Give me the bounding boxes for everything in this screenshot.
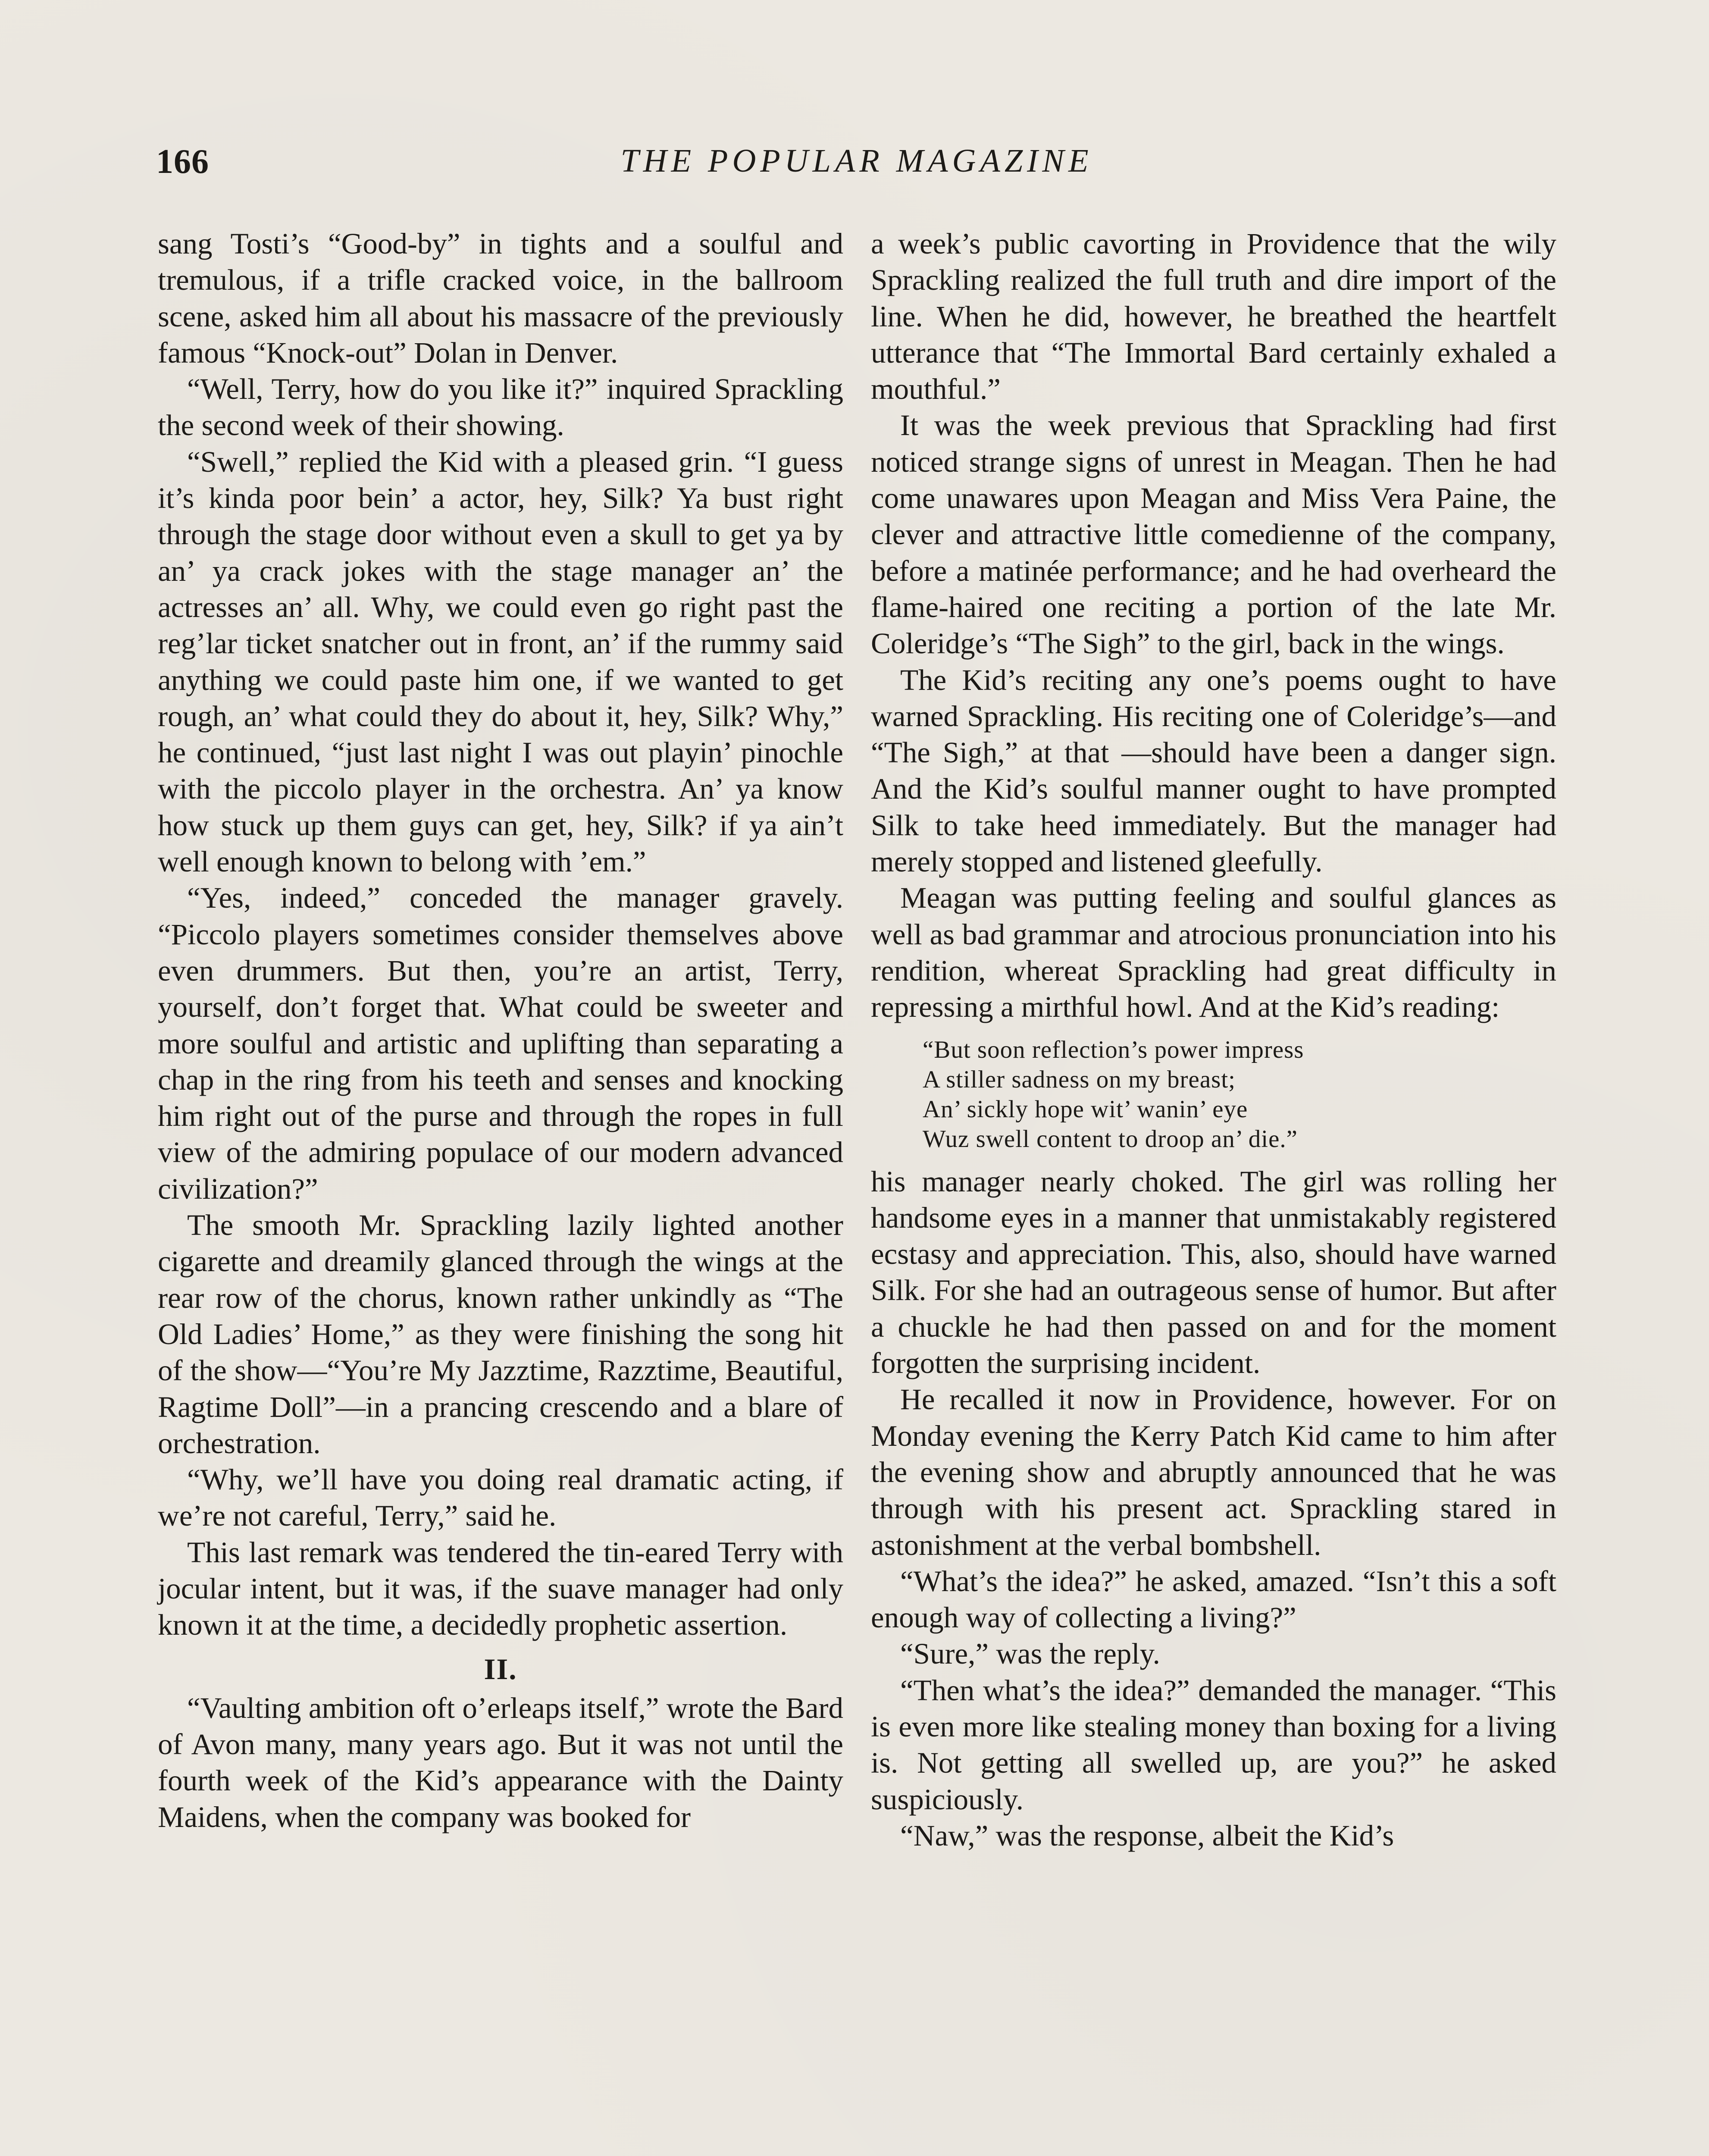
verse-line: Wuz swell content to droop an’ die.”	[923, 1125, 1298, 1153]
right-column	[871, 226, 1556, 1854]
page-header	[156, 142, 1557, 190]
paragraph: “Naw,” was the response, albeit the Kid’s	[900, 1819, 1394, 1852]
paragraph: It was the week previous that Sprackling had first noticed strange signs of unrest in Meagan. Then he had come unawares upon Meagan and Miss Vera Paine, the clever and attractive little comedienne of the company, before a matinée performance; and he had overheard the flame-haired one reciting a portion of the late Mr. Coleridge’s “The Sigh” to the girl, back in the wings.	[871, 409, 1556, 660]
paragraph: sang Tosti’s “Good-by” in tights and a soulful and tremulous, if a trifle cracked voice, in the ballroom scene, asked him all about his massacre of the previously famous “Knock-out” Dolan in Denver.	[158, 227, 843, 369]
verse-line: “But soon reflection’s power impress	[923, 1036, 1304, 1063]
running-head: THE POPULAR MAGAZINE	[620, 143, 1093, 179]
verse-line: A stiller sadness on my breast;	[923, 1065, 1236, 1093]
paragraph: The Kid’s reciting any one’s poems ought to have warned Sprackling. His reciting one of Coleridge’s—and “The Sigh,” at that —should have been a danger sign. And the Kid’s soulful manner ought to have prompted Silk to take heed immediately. But the manager had merely stopped and listened gleefully.	[871, 663, 1556, 878]
paragraph: The smooth Mr. Sprackling lazily lighted another cigarette and dreamily glanced through the wings at the rear row of the chorus, known rather unkindly as “The Old Ladies’ Home,” as they were finishing the song hit of the show—“You’re My Jazztime, Razztime, Beautiful, Ragtime Doll”—in a prancing crescendo and a blare of orchestration.	[158, 1209, 843, 1460]
paragraph: This last remark was tendered the tin-eared Terry with jocular intent, but it was, if the suave manager had only known it at the time, a decidedly prophetic assertion.	[158, 1536, 843, 1642]
paragraph: “Sure,” was the reply.	[900, 1637, 1160, 1670]
paragraph: “What’s the idea?” he asked, amazed. “Isn’t this a soft enough way of collecting a living?”	[871, 1564, 1556, 1634]
verse-line: An’ sickly hope wit’ wanin’ eye	[923, 1095, 1248, 1123]
paragraph: “Swell,” replied the Kid with a pleased grin. “I guess it’s kinda poor bein’ a actor, hey, Silk? Ya bust right through the stage door without even a skull to get ya by an’ ya crack jokes with the stage manager an’ the actresses an’ all. Why, we could even go right past the reg’lar ticket snatcher out in front, an’ if the rummy said anything we could paste him one, if we wanted to get rough, an’ what could they do about it, hey, Silk? Why,” he continued, “just last night I was out playin’ pinochle with the piccolo player in the orchestra. An’ ya know how stuck up them guys can get, hey, Silk? if ya ain’t well enough known to belong with ’em.”	[158, 445, 843, 878]
paragraph: “Why, we’ll have you doing real dramatic acting, if we’re not careful, Terry,” said he.	[158, 1463, 843, 1532]
paragraph: “Then what’s the idea?” demanded the manager. “This is even more like stealing money than boxing for a living is. Not getting all swelled up, are you?” he asked suspiciously.	[871, 1673, 1556, 1816]
paragraph: his manager nearly choked. The girl was rolling her handsome eyes in a manner that unmistakably registered ecstasy and appreciation. This, also, should have warned Silk. For she had an outrageous sense of humor. But after a chuckle he had then passed on and for the moment forgotten the surprising incident.	[871, 1165, 1556, 1380]
paragraph: “Well, Terry, how do you like it?” inquired Sprackling the second week of their showing.	[158, 373, 843, 442]
left-column	[158, 226, 843, 1835]
paragraph: “Yes, indeed,” conceded the manager gravely. “Piccolo players sometimes consider themselves above even drummers. But then, you’re an artist, Terry, yourself, don’t forget that. What could be sweeter and more soulful and artistic and uplifting than separating a chap in the ring from his teeth and senses and knocking him right out of the purse and through the ropes in full view of the admiring populace of our modern advanced civilization?”	[158, 881, 843, 1205]
page-number: 166	[156, 143, 209, 181]
section-heading: II.	[484, 1652, 517, 1686]
verse-quote	[923, 1035, 1556, 1154]
paragraph: “Vaulting ambition oft o’erleaps itself,” wrote the Bard of Avon many, many years ago. But it was not until the fourth week of the Kid’s appearance with the Dainty Maidens, when the company was booked for	[158, 1691, 843, 1833]
paragraph: Meagan was putting feeling and soulful glances as well as bad grammar and atrocious pronunciation into his rendition, whereat Sprackling had great difficulty in repressing a mirthful howl. And at the Kid’s reading:	[871, 881, 1556, 1024]
paragraph: He recalled it now in Providence, however. For on Monday evening the Kerry Patch Kid came to him after the evening show and abruptly announced that he was through with his present act. Sprackling stared in astonishment at the verbal bombshell.	[871, 1383, 1556, 1561]
paragraph: a week’s public cavorting in Providence that the wily Sprackling realized the full truth and dire import of the line. When he did, however, he breathed the heartfelt utterance that “The Immortal Bard certainly exhaled a mouthful.”	[871, 227, 1556, 406]
